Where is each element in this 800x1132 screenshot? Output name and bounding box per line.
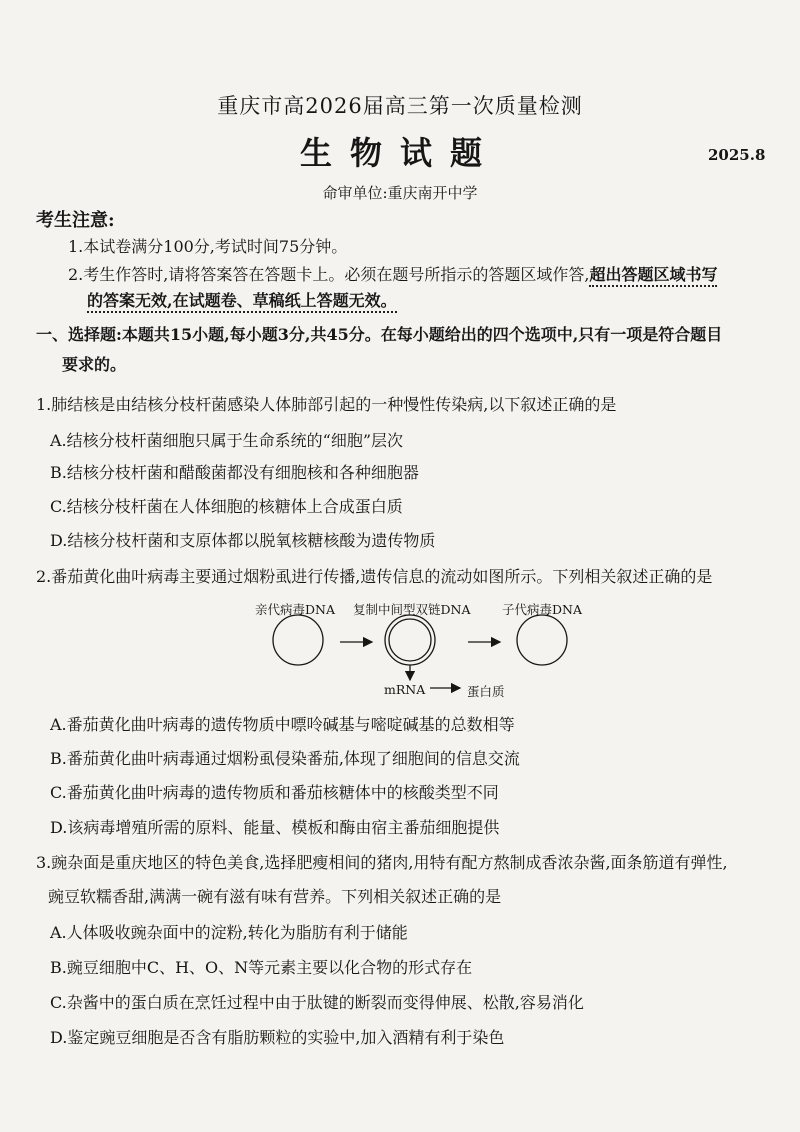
question-1-option-a: A.结核分枝杆菌细胞只属于生命系统的“细胞”层次	[50, 431, 404, 450]
parent-dna-circle	[273, 615, 323, 665]
question-3-option-d: D.鉴定豌豆细胞是否含有脂肪颗粒的实验中,加入酒精有利于染色	[50, 1028, 505, 1047]
notice-item-2-cont	[87, 288, 397, 311]
notice-item-2-cont-text: 的答案无效,在试题卷、草稿纸上答题无效。	[87, 291, 397, 313]
diagram-label-parent-dna: 亲代病毒DNA	[255, 602, 335, 617]
question-1-stem: 1.肺结核是由结核分枝杆菌感染人体肺部引起的一种慢性传染病,以下叙述正确的是	[36, 395, 617, 414]
exam-author: 命审单位:重庆南开中学	[322, 184, 478, 202]
question-3-option-c: C.杂酱中的蛋白质在烹饪过程中由于肽键的断裂而变得伸展、松散,容易消化	[50, 993, 584, 1012]
question-2-option-d: D.该病毒增殖所需的原料、能量、模板和酶由宿主番茄细胞提供	[50, 818, 500, 837]
section-heading: 一、选择题:本题共15小题,每小题3分,共45分。在每小题给出的四个选项中,只有一项是符合题目	[36, 325, 723, 344]
question-2-stem: 2.番茄黄化曲叶病毒主要通过烟粉虱进行传播,遗传信息的流动如图所示。下列相关叙述正确的是	[36, 567, 713, 586]
notice-heading: 考生注意:	[36, 210, 115, 231]
question-3-stem-cont: 豌豆软糯香甜,满满一碗有滋有味有营养。下列相关叙述正确的是	[48, 887, 502, 906]
question-1-option-c: C.结核分枝杆菌在人体细胞的核糖体上合成蛋白质	[50, 497, 403, 516]
offspring-dna-circle	[517, 615, 567, 665]
diagram-label-protein: 蛋白质	[467, 684, 505, 699]
diagram-label-mrna: mRNA	[384, 682, 426, 697]
question-3-stem: 3.豌杂面是重庆地区的特色美食,选择肥瘦相间的猪肉,用特有配方熬制成香浓杂酱,面条筋道有弹性,	[36, 853, 728, 872]
exam-title: 重庆市高2026届高三第一次质量检测	[217, 94, 583, 118]
subject-title: 生物试题	[299, 134, 500, 172]
question-2-option-b: B.番茄黄化曲叶病毒通过烟粉虱侵染番茄,体现了细胞间的信息交流	[50, 749, 520, 768]
intermediate-dna-inner-circle	[389, 619, 431, 661]
genetic-flow-diagram	[250, 600, 610, 700]
question-1-option-b: B.结核分枝杆菌和醋酸菌都没有细胞核和各种细胞器	[50, 463, 419, 482]
question-2-option-a: A.番茄黄化曲叶病毒的遗传物质中嘌呤碱基与嘧啶碱基的总数相等	[50, 715, 515, 734]
question-3-option-a: A.人体吸收豌杂面中的淀粉,转化为脂肪有利于储能	[50, 923, 408, 942]
notice-item-2	[68, 262, 717, 285]
intermediate-dna-outer-circle	[385, 615, 435, 665]
section-heading-cont: 要求的。	[62, 355, 127, 374]
notice-item-1: 1.本试卷满分100分,考试时间75分钟。	[68, 237, 348, 256]
exam-date: 2025.8	[708, 146, 766, 164]
notice-item-2-text: 2.考生作答时,请将答案答在答题卡上。必须在题号所指示的答题区域作答,	[68, 265, 590, 284]
notice-item-2-emphasis: 超出答题区域书写	[589, 265, 717, 287]
question-3-option-b: B.豌豆细胞中C、H、O、N等元素主要以化合物的形式存在	[50, 958, 473, 977]
question-1-option-d: D.结核分枝杆菌和支原体都以脱氧核糖核酸为遗传物质	[50, 531, 436, 550]
question-2-option-c: C.番茄黄化曲叶病毒的遗传物质和番茄核糖体中的核酸类型不同	[50, 783, 499, 802]
diagram-label-intermediate-dna: 复制中间型双链DNA	[353, 602, 471, 617]
diagram-label-offspring-dna: 子代病毒DNA	[502, 602, 582, 617]
